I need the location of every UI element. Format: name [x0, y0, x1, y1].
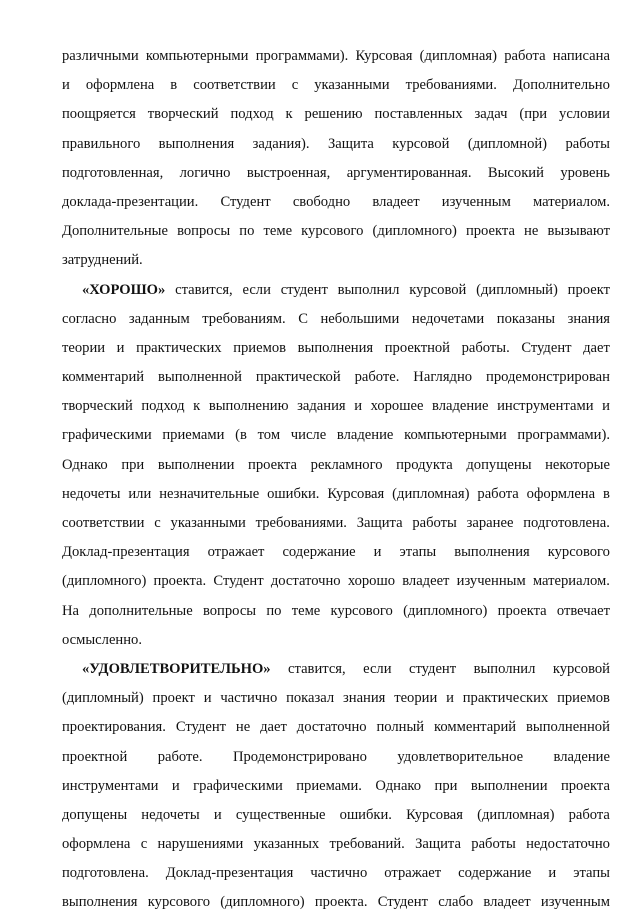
word: различными — [62, 48, 139, 64]
word: проекта — [465, 223, 515, 240]
text-line — [62, 830, 610, 859]
text-line — [62, 859, 610, 888]
word: заранее — [466, 515, 514, 531]
word: соответствии — [62, 515, 145, 531]
word: с — [154, 515, 161, 531]
word: свободно — [292, 193, 351, 210]
word: допущены — [466, 456, 532, 473]
word: частично — [220, 690, 278, 707]
word: изученным — [456, 573, 526, 590]
word: творческий — [62, 398, 133, 415]
word: при — [121, 456, 145, 473]
word: уровень — [560, 164, 610, 181]
word: подготовлена. — [523, 515, 610, 531]
word: условии — [559, 106, 610, 123]
word: курсового — [301, 223, 364, 240]
word: работы. — [461, 339, 510, 356]
word: приемов — [233, 339, 287, 356]
word: и — [354, 398, 362, 415]
word: дает — [260, 719, 287, 736]
text-line — [62, 217, 610, 246]
word: приемами. — [296, 777, 362, 794]
word: (дипломная) — [392, 485, 470, 502]
text-line — [62, 42, 610, 71]
word: незначительные — [159, 485, 260, 502]
word: показал — [286, 690, 335, 707]
text-line — [62, 334, 610, 363]
word: (дипломного) — [62, 573, 147, 590]
word: требованиям. — [202, 310, 286, 327]
text-line — [62, 451, 610, 480]
word: Продемонстрировано — [232, 748, 367, 765]
word: материалом. — [532, 573, 610, 590]
word: курсового — [330, 602, 393, 619]
word: студент — [408, 660, 457, 677]
text-line — [62, 772, 610, 801]
word: курсового — [547, 544, 610, 561]
word: нарушениями — [157, 836, 244, 853]
word: оформлена — [62, 836, 131, 853]
word: компьютерными — [404, 427, 507, 444]
text-line — [62, 421, 610, 450]
word: материалом. — [533, 193, 610, 210]
word: если — [363, 660, 392, 677]
document-page — [62, 42, 610, 918]
word: затруднений. — [62, 252, 143, 269]
word: том — [257, 427, 281, 444]
word: к — [193, 398, 201, 415]
word: выполнения — [454, 544, 530, 561]
word: инструментами — [62, 777, 159, 794]
text-line — [62, 655, 610, 684]
word: теории — [394, 690, 438, 707]
word: правильного — [62, 135, 141, 152]
word: работа — [504, 48, 546, 64]
word: Доклад-презентация — [62, 544, 190, 561]
word: и — [213, 806, 222, 823]
text-line — [62, 801, 610, 830]
word: Наглядно — [413, 369, 473, 386]
word: студент — [280, 281, 328, 298]
text-line — [62, 713, 610, 742]
word: проект — [567, 281, 610, 298]
word: Студент — [220, 193, 271, 210]
word: проекта — [248, 456, 298, 473]
word: Доклад-презентация — [165, 865, 294, 882]
word: работы — [412, 515, 457, 531]
word: Однако — [62, 456, 108, 473]
word: решению — [304, 106, 363, 123]
word: владение — [553, 748, 610, 765]
word: осмысленно. — [62, 631, 142, 648]
word: практических — [136, 339, 222, 356]
word: содержание — [458, 865, 532, 882]
word: компьютерными — [145, 48, 249, 64]
text-line — [62, 480, 610, 509]
word: практической — [255, 369, 341, 386]
word: доклада-презентации. — [62, 193, 199, 210]
word: Защита — [356, 515, 403, 531]
word: работы — [471, 836, 516, 853]
word: и — [116, 339, 125, 356]
word: выполнения — [62, 894, 138, 911]
word: Курсовая — [327, 485, 385, 502]
word: полный — [376, 719, 425, 736]
word: изученным — [540, 894, 610, 911]
word: указанных — [253, 836, 320, 853]
word: и — [373, 544, 382, 561]
word: не — [524, 223, 539, 240]
word: к — [285, 106, 293, 123]
word: (дипломный) — [62, 690, 144, 707]
word: проекта — [497, 602, 547, 619]
word: и — [548, 865, 557, 882]
word: курсового — [147, 894, 211, 911]
word: дополнительные — [89, 602, 193, 619]
word: инструментами — [497, 398, 594, 415]
word: Студент — [213, 573, 264, 590]
word: выполнению — [208, 398, 289, 415]
word: теме — [291, 602, 321, 619]
word: Высокий — [487, 164, 544, 181]
word: выполненной — [526, 719, 610, 736]
word: Студент — [521, 339, 572, 356]
word: (дипломная) — [477, 806, 555, 823]
word: поощряется — [62, 106, 136, 123]
word: проектной — [62, 748, 128, 765]
word: курсовой — [392, 135, 450, 152]
word: и — [62, 77, 70, 94]
word: графическими — [193, 777, 283, 794]
word: соответствии — [193, 77, 276, 94]
word: ошибки. — [339, 806, 392, 823]
text-line — [62, 597, 610, 626]
word: (дипломная) — [419, 48, 497, 64]
text-line — [62, 363, 610, 392]
word: указанными — [170, 515, 246, 531]
word: оформлена — [526, 485, 596, 502]
word: по — [266, 602, 282, 619]
word: проектной — [384, 339, 450, 356]
word: знания — [567, 310, 610, 327]
word: проекта. — [314, 894, 368, 911]
word: дает — [583, 339, 610, 356]
word: отражает — [384, 865, 442, 882]
text-line — [62, 626, 610, 655]
word: С — [298, 310, 308, 327]
word: написана — [552, 48, 610, 64]
word: Дополнительные — [62, 223, 168, 240]
word: хорошо — [347, 573, 395, 590]
word: Студент — [175, 719, 227, 736]
word: работа — [568, 806, 610, 823]
word: логично — [179, 164, 231, 181]
word: и — [171, 777, 180, 794]
word: с — [140, 836, 148, 853]
word: выполнил — [337, 281, 400, 298]
word: хорошее — [370, 398, 424, 415]
word: недочетами — [411, 310, 485, 327]
word: достаточно — [296, 719, 367, 736]
text-line — [62, 509, 610, 538]
word: если — [242, 281, 271, 298]
word: продемонстрирован — [486, 369, 610, 386]
word: приемами — [162, 427, 225, 444]
word: требованиями. — [255, 515, 347, 531]
word: владеет — [372, 193, 420, 210]
text-line — [62, 246, 610, 275]
word: содержание — [282, 544, 356, 561]
text-line — [62, 71, 610, 100]
word: «УДОВЛЕТВОРИТЕЛЬНО» — [82, 660, 271, 677]
word: вопросы — [177, 223, 231, 240]
word: практических — [462, 690, 549, 707]
word: На — [62, 602, 80, 619]
word: заданным — [128, 310, 190, 327]
word: программами). — [517, 427, 610, 444]
word: или — [128, 485, 152, 502]
word: проектирования. — [62, 719, 166, 736]
word: графическими — [62, 427, 152, 444]
word: работа — [477, 485, 519, 502]
word: подготовлена. — [62, 865, 149, 882]
word: Студент — [377, 894, 428, 911]
word: поставленных — [374, 106, 463, 123]
word: допущены — [62, 806, 128, 823]
word: Курсовая — [355, 48, 413, 64]
word: выполнении — [157, 456, 235, 473]
word: работы — [565, 135, 610, 152]
text-line — [62, 305, 610, 334]
word: приемов — [557, 690, 610, 707]
word: и — [602, 398, 610, 415]
word: знания — [343, 690, 386, 707]
word: небольшими — [320, 310, 400, 327]
word: выполнения — [297, 339, 374, 356]
text-line — [62, 276, 610, 305]
word: комментарий — [62, 369, 145, 386]
text-line — [62, 567, 610, 596]
word: выстроенная, — [246, 164, 331, 181]
word: владение — [432, 398, 489, 415]
word: отражает — [207, 544, 265, 561]
word: (дипломного) — [220, 894, 305, 911]
word: владеет — [483, 894, 531, 911]
word: выполнения — [158, 135, 235, 152]
text-line — [62, 684, 610, 713]
word: удовлетворительное — [397, 748, 524, 765]
word: задания — [297, 398, 346, 415]
word: показаны — [496, 310, 556, 327]
text-line — [62, 392, 610, 421]
word: ошибки. — [267, 485, 320, 502]
word: существенные — [235, 806, 326, 823]
word: работе. — [157, 748, 203, 765]
word: программами). — [255, 48, 349, 64]
word: проекта. — [153, 573, 207, 590]
word: проекта — [560, 777, 610, 794]
word: курсовой — [552, 660, 610, 677]
word: недостаточно — [526, 836, 610, 853]
word: требований. — [329, 836, 405, 853]
word: ставится, — [175, 281, 233, 298]
word: вопросы — [202, 602, 257, 619]
word: при — [434, 777, 458, 794]
word: недочеты — [62, 485, 121, 502]
word: владеет — [402, 573, 450, 590]
word: Однако — [375, 777, 422, 794]
word: по — [239, 223, 255, 240]
word: задач — [474, 106, 508, 123]
word: (при — [519, 106, 548, 123]
word: выполненной — [158, 369, 242, 386]
word: подход — [230, 106, 274, 123]
word: с — [291, 77, 299, 94]
word: (в — [235, 427, 247, 444]
word: подготовленная, — [62, 164, 164, 181]
word: оформлена — [85, 77, 155, 94]
word: Защита — [415, 836, 461, 853]
word: курсовой — [409, 281, 467, 298]
word: указанными — [314, 77, 390, 94]
word: Дополнительно — [512, 77, 610, 94]
text-line — [62, 159, 610, 188]
word: не — [235, 719, 251, 736]
word: работе. — [354, 369, 400, 386]
word: и — [446, 690, 454, 707]
word: (дипломного) — [403, 602, 488, 619]
word: этапы — [573, 865, 610, 882]
text-line — [62, 538, 610, 567]
text-line — [62, 188, 610, 217]
word: теме — [263, 223, 293, 240]
text-line — [62, 888, 610, 917]
word: и — [203, 690, 212, 707]
word: выполнил — [473, 660, 536, 677]
word: владение — [336, 427, 394, 444]
word: рекламного — [310, 456, 383, 473]
word: проект — [152, 690, 195, 707]
word: в — [170, 77, 178, 94]
word: некоторые — [545, 456, 610, 473]
word: достаточно — [270, 573, 341, 590]
word: (дипломный) — [476, 281, 558, 298]
text-line — [62, 743, 610, 772]
word: отвечает — [556, 602, 610, 619]
word: согласно — [62, 310, 117, 327]
word: продукта — [396, 456, 453, 473]
word: творческий — [147, 106, 219, 123]
word: Курсовая — [406, 806, 463, 823]
word: «ХОРОШО» — [82, 281, 166, 298]
word: вызывают — [547, 223, 610, 240]
word: этапы — [399, 544, 437, 561]
word: требованиями. — [405, 77, 497, 94]
word: аргументированная. — [346, 164, 472, 181]
word: теории — [62, 339, 106, 356]
word: изученным — [441, 193, 511, 210]
word: недочеты — [141, 806, 200, 823]
word: комментарий — [434, 719, 517, 736]
word: числе — [290, 427, 327, 444]
word: выполнении — [470, 777, 548, 794]
word: Защита — [327, 135, 374, 152]
text-line — [62, 130, 610, 159]
word: подход — [141, 398, 185, 415]
word: задания). — [252, 135, 310, 152]
word: (дипломного) — [372, 223, 457, 240]
word: (дипломной) — [467, 135, 548, 152]
word: слабо — [438, 894, 474, 911]
text-line — [62, 100, 610, 129]
word: в — [603, 485, 610, 502]
word: ставится, — [288, 660, 346, 677]
word: частично — [310, 865, 368, 882]
